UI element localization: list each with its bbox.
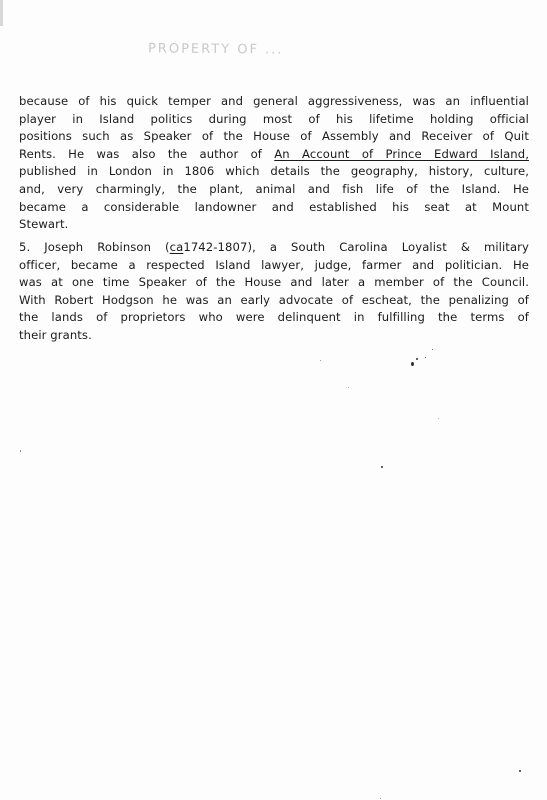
text-fragment: 1742-1807), a South Carolina Loyalist & military — [183, 240, 529, 254]
text-line: officer, became a respected Island lawyer, judge, farmer and politician. He — [19, 257, 529, 272]
text-line: player in Island politics during most of his lifetime holding official — [19, 111, 529, 126]
page-edge-shadow — [0, 0, 3, 26]
scan-speck — [416, 358, 418, 360]
scan-speck — [20, 450, 21, 452]
circa-abbreviation: ca — [169, 240, 184, 254]
scan-speck — [348, 387, 349, 388]
scan-speck — [425, 357, 426, 358]
text-fragment: 5. Joseph Robinson ( — [19, 240, 170, 254]
scan-speck — [519, 770, 521, 772]
text-line: because of his quick temper and general aggressiveness, was an influential — [19, 94, 529, 108]
text-line — [19, 146, 529, 164]
text-line: and, very charmingly, the plant, animal and fish life of the Island. He — [19, 181, 529, 196]
text-line: was at one time Speaker of the House and later a member of the Council. — [19, 275, 529, 290]
scan-speck — [380, 798, 381, 799]
scan-speck — [381, 466, 383, 468]
text-line: published in London in 1806 which details the geography, history, culture, — [19, 164, 529, 179]
scan-speck — [320, 360, 321, 361]
text-line — [19, 239, 529, 257]
text-line: their grants. — [19, 327, 92, 342]
scan-speck — [411, 362, 414, 366]
text-line: became a considerable landowner and established his seat at Mount — [19, 199, 529, 214]
faded-stamp: PROPERTY OF ... — [147, 41, 284, 58]
text-line: positions such as Speaker of the House of Assembly and Receiver of Quit — [19, 129, 529, 144]
text-fragment: Rents. He was also the author of — [19, 146, 275, 161]
book-title: An Account of Prince Edward Island, — [274, 146, 529, 161]
text-line: Stewart. — [19, 217, 69, 232]
scan-speck — [438, 418, 439, 419]
scan-speck — [432, 349, 433, 350]
paragraph-4-continuation — [19, 93, 529, 234]
text-line: the lands of proprietors who were delinquent in fulfilling the terms of — [19, 310, 529, 325]
paragraph-5 — [19, 239, 529, 345]
text-line: With Robert Hodgson he was an early advocate of escheat, the penalizing of — [19, 292, 529, 307]
